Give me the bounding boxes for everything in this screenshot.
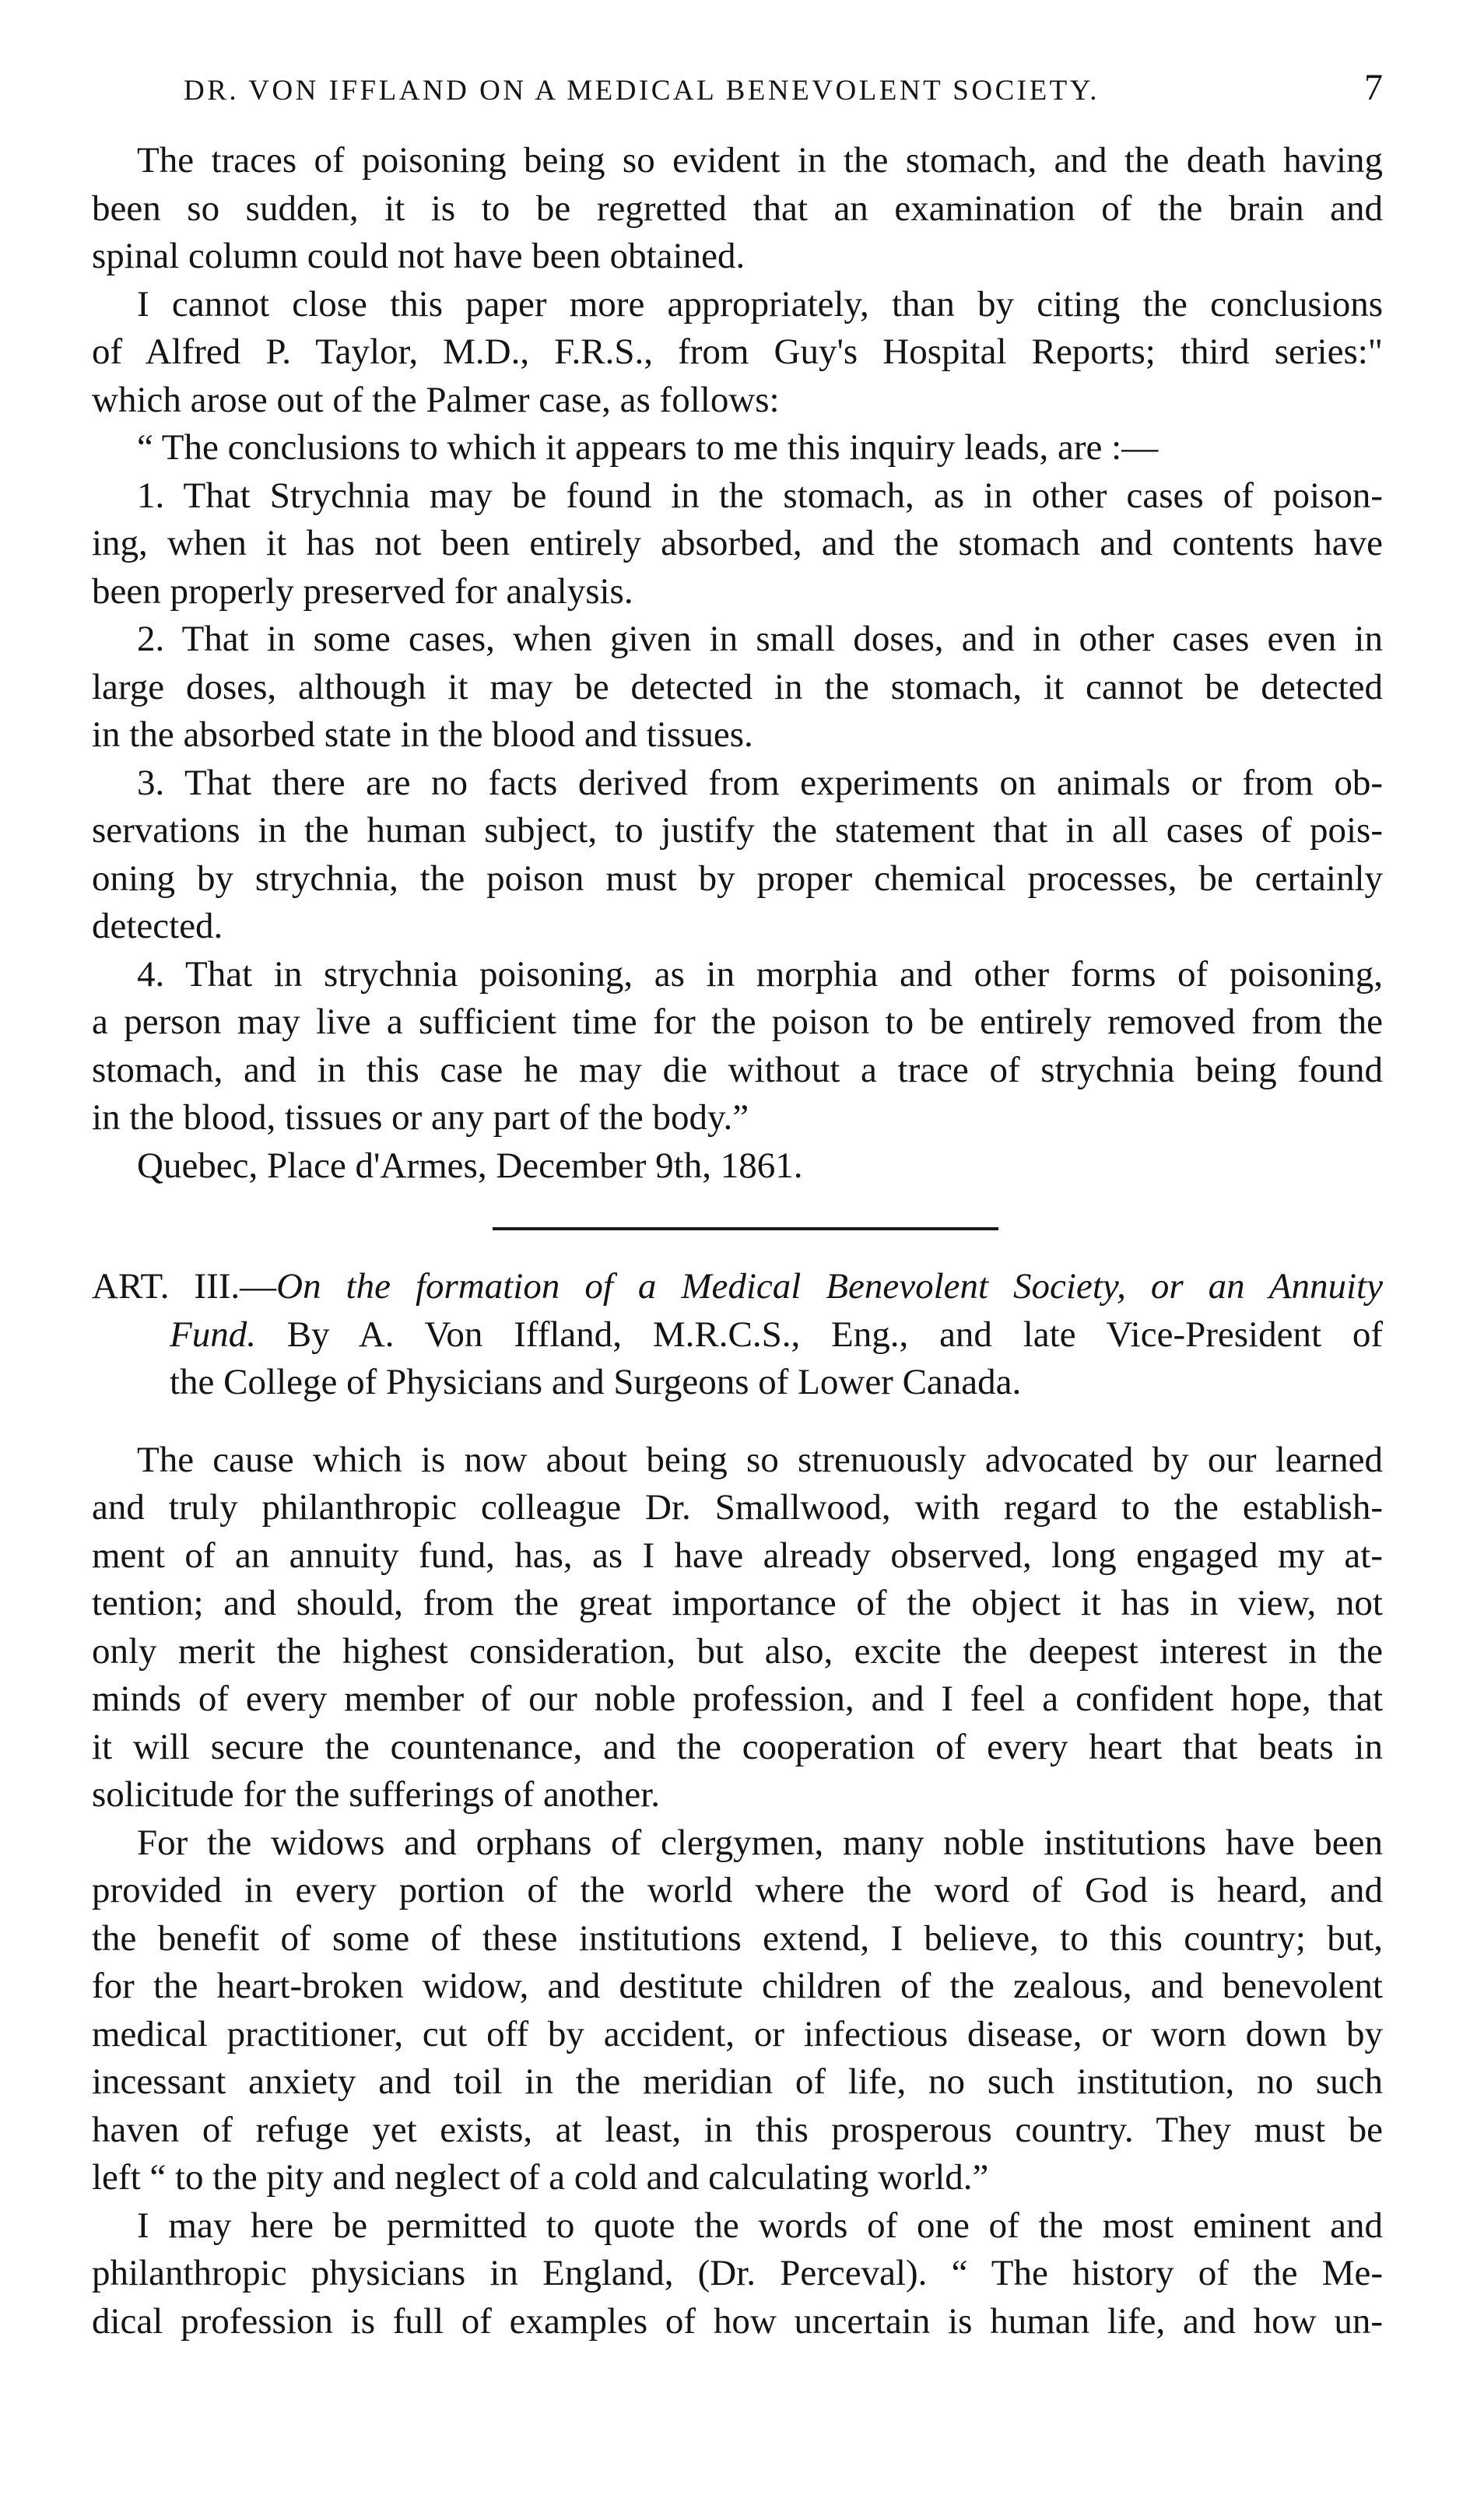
conclusion-item-1: [92, 472, 1383, 616]
text-line: philanthropic physicians in England, (Dr. Perceval). “ The history of the Me-: [92, 2253, 1383, 2293]
paragraph-perceval-quote: [92, 2202, 1383, 2346]
text-line: the benefit of some of these institutions extend, I believe, to this country; but,: [92, 1917, 1383, 1959]
dateline: [92, 1142, 1383, 1191]
text-line: oning by strychnia, the poison must by proper chemical processes, be certainly: [92, 858, 1383, 899]
article-heading: [92, 1263, 1383, 1407]
text-line: which arose out of the Palmer case, as follows:: [92, 379, 780, 420]
article-affiliation: the College of Physicians and Surgeons of Lower Canada.: [170, 1362, 1022, 1402]
text-line: in the absorbed state in the blood and tissues.: [92, 714, 753, 755]
text-line: been properly preserved for analysis.: [92, 570, 633, 612]
text-line: stomach, and in this case he may die without a trace of strychnia being found: [92, 1049, 1383, 1090]
text-line: of Alfred P. Taylor, M.D., F.R.S., from Guy's Hospital Reports; third series:": [92, 332, 1383, 372]
article-title-end: Fund.: [170, 1314, 256, 1355]
text-line: and truly philanthropic colleague Dr. Smallwood, with regard to the establish-: [92, 1487, 1383, 1528]
article-byline-line: [92, 1311, 1383, 1360]
text-line: The traces of poisoning being so evident in the stomach, and the death having: [137, 140, 1383, 181]
page-number: 7: [1364, 67, 1383, 108]
text-line: incessant anxiety and toil in the meridian of life, no such institution, no such: [92, 2061, 1383, 2102]
article-title-line: [92, 1263, 1383, 1311]
article-label: ART. III.—: [92, 1266, 277, 1307]
text-line: For the widows and orphans of clergymen, many noble institutions have been: [137, 1822, 1383, 1863]
text-line: left “ to the pity and neglect of a cold and calculating world.”: [92, 2157, 989, 2198]
text-line: detected.: [92, 906, 223, 946]
text-line: it will secure the countenance, and the cooperation of every heart that beats in: [92, 1726, 1383, 1767]
text-line: “ The conclusions to which it appears to me this inquiry leads, are :—: [137, 427, 1159, 468]
text-line: been so sudden, it is to be regretted that an examination of the brain and: [92, 188, 1383, 229]
paragraph-poisoning-traces: [92, 137, 1383, 281]
text-line: 3. That there are no facts derived from experiments on animals or from ob-: [137, 762, 1383, 803]
paragraph-taylor-citation: [92, 281, 1383, 425]
text-line: tention; and should, from the great importance of the object it has in view, not: [92, 1583, 1383, 1623]
conclusion-item-2: [92, 616, 1383, 760]
text-line: ment of an annuity fund, has, as I have already observed, long engaged my at-: [92, 1535, 1383, 1576]
running-title: DR. VON IFFLAND ON A MEDICAL BENEVOLENT SOCIETY.: [184, 75, 1100, 107]
article-byline: By A. Von Iffland, M.R.C.S., Eng., and late Vice-President of: [255, 1314, 1383, 1355]
text-line: 2. That in some cases, when given in small doses, and in other cases even in: [137, 619, 1383, 659]
text-line: minds of every member of our noble profession, and I feel a confident hope, that: [92, 1679, 1383, 1719]
paragraph-widows-orphans: [92, 1819, 1383, 2202]
text-line: only merit the highest consideration, but also, excite the deepest interest in the: [92, 1630, 1383, 1672]
article-title: On the formation of a Medical Benevolent Society, or an Annuity: [276, 1266, 1383, 1307]
paragraph-cause: [92, 1437, 1383, 1819]
text-line: a person may live a sufficient time for the poison to be entirely removed from the: [92, 1002, 1383, 1042]
text-line: provided in every portion of the world where the word of God is heard, and: [92, 1870, 1383, 1910]
conclusion-item-3: [92, 760, 1383, 951]
paragraph-conclusions-intro: [92, 424, 1383, 472]
text-line: I cannot close this paper more appropriately, than by citing the conclusions: [137, 283, 1383, 325]
text-line: 4. That in strychnia poisoning, as in morphia and other forms of poisoning,: [137, 953, 1383, 995]
text-line: The cause which is now about being so strenuously advocated by our learned: [137, 1439, 1383, 1480]
section-divider: [493, 1227, 998, 1230]
dateline-text: Quebec, Place d'Armes, December 9th, 1861.: [137, 1145, 803, 1186]
text-line: large doses, although it may be detected in the stomach, it cannot be detected: [92, 666, 1383, 707]
text-line: medical practitioner, cut off by accident, or infectious disease, or worn down by: [92, 2013, 1383, 2054]
text-line: servations in the human subject, to justify the statement that in all cases of pois-: [92, 810, 1383, 851]
text-line: 1. That Strychnia may be found in the stomach, as in other cases of poison-: [137, 475, 1383, 516]
text-line: haven of refuge yet exists, at least, in this prosperous country. They must be: [92, 2109, 1383, 2150]
text-line: spinal column could not have been obtained.: [92, 236, 746, 276]
text-line: in the blood, tissues or any part of the body.”: [92, 1097, 749, 1138]
text-line: solicitude for the sufferings of another.: [92, 1774, 661, 1815]
text-line: for the heart-broken widow, and destitute children of the zealous, and benevolent: [92, 1966, 1383, 2006]
text-line: I may here be permitted to quote the words of one of the most eminent and: [137, 2205, 1383, 2246]
text-line: ing, when it has not been entirely absorbed, and the stomach and contents have: [92, 523, 1383, 563]
text-line: dical profession is full of examples of how uncertain is human life, and how un-: [92, 2300, 1383, 2342]
conclusion-item-4: [92, 951, 1383, 1142]
running-header: [92, 68, 1383, 111]
